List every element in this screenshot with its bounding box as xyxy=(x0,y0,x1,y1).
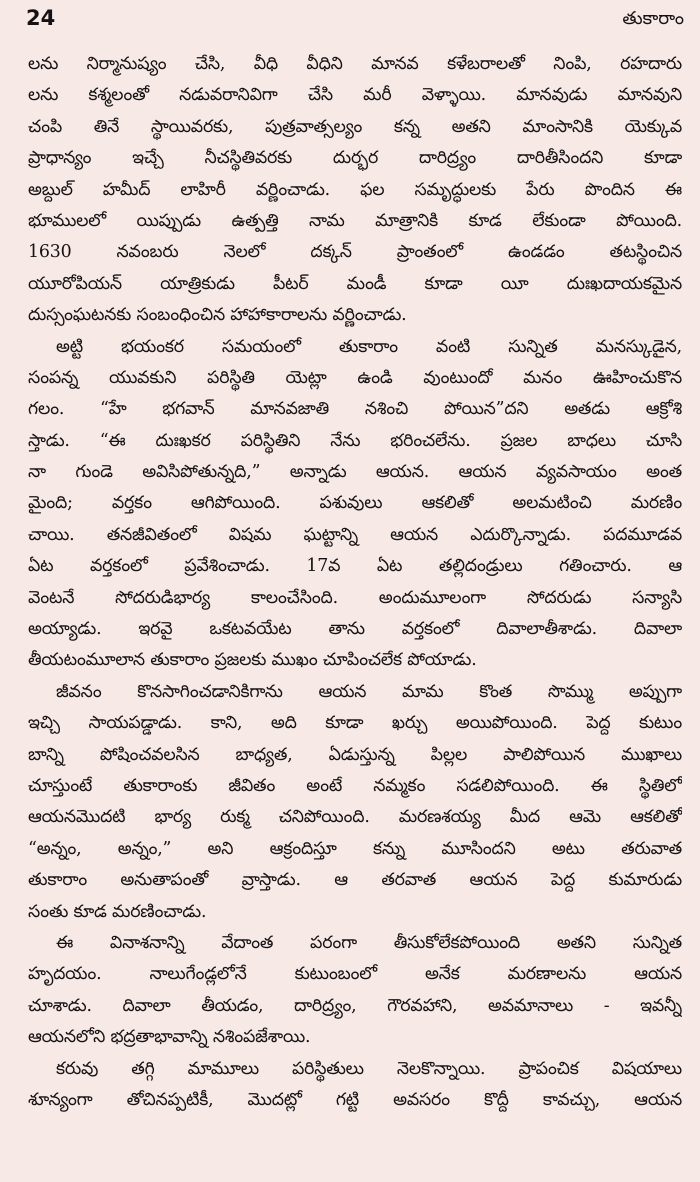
text-line: చూశాడు. దివాలా తీయడం, దారిద్ర్యం, గౌరవహాని, అవమానాలు - ఇవన్నీ xyxy=(28,995,682,1016)
text-line: లను కశ్మలంతో నడువరానివిగా చేసి మరీ వెళ్ళాయి. మానవుడు మానవుని xyxy=(28,85,682,106)
text-line: ప్రాధాన్యం ఇచ్చే నీచస్థితివరకు దుర్భర దారిద్ర్యం దారితీసిందని కూడా xyxy=(28,148,682,169)
text-line: యూరోపియన్ యాత్రికుడు పీటర్ మండీ కూడా యీ దుఃఖదాయకమైన xyxy=(28,273,682,294)
text-line: ఆయనమొదటి భార్య రుక్మ చనిపోయింది. మరణశయ్య మీద ఆమె ఆకలితో xyxy=(28,807,682,828)
text-line: 1630 నవంబరు నెలలో దక్కన్ ప్రాంతంలో ఉండడం తటస్థించిన xyxy=(28,242,682,263)
paragraph xyxy=(28,1054,682,1117)
text-line: భూములలో యిప్పుడు ఉత్పత్తి నామ మాత్రానికి కూడ లేకుండా పోయింది. xyxy=(28,210,682,231)
paragraph xyxy=(28,49,682,332)
text-line: చూస్తుంటే తుకారాంకు జీవితం అంటే నమ్మకం సడలిపోయింది. ఈ స్థితిలో xyxy=(28,775,682,796)
text-line: అట్టి భయంకర సమయంలో తుకారాం వంటి సున్నిత మనస్కుడైన, xyxy=(56,336,682,357)
text-line: దుస్సంఘటనకు సంబంధించిన హాహాకారాలను వర్ణించాడు. xyxy=(28,305,407,326)
text-line: శూన్యంగా తోచినప్పటికీ, మొదట్లో గట్టి అవసరం కొద్దీ కావచ్చు, ఆయన xyxy=(28,1089,682,1110)
text-line: మైంది; వర్తకం ఆగిపోయింది. పశువులు ఆకలితో అలమటించి మరణిం xyxy=(28,493,682,514)
page-header xyxy=(26,0,694,46)
text-line: తీయటంమూలాన తుకారాం ప్రజలకు ముఖం చూపించలేక పోయాడు. xyxy=(28,650,477,671)
page-number: 24 xyxy=(26,6,56,30)
text-line: తుకారాం అనుతాపంతో వ్రాస్తాడు. ఆ తరవాత ఆయన పెద్ద కుమారుడు xyxy=(28,870,682,891)
text-line: అయ్యాడు. ఇరవై ఒకటవయేట తాను వర్తకంలో దివాలాతీశాడు. దివాలా xyxy=(28,619,682,640)
text-line: లను నిర్మానుష్యం చేసి, వీధి వీధిని మానవ కళేబరాలతో నింపి, రహదారు xyxy=(28,54,682,74)
text-line: ఈ వినాశనాన్ని వేదాంత పరంగా తీసుకోలేకపోయింది అతని సున్నిత xyxy=(56,932,682,953)
paragraph xyxy=(28,928,682,1054)
text-line: వెంటనే సోదరుడిభార్య కాలంచేసింది. అందుమూలంగా సోదరుడు సన్యాసి xyxy=(28,587,682,608)
text-line: చంపి తినే స్థాయివరకు, పుత్రవాత్సల్యం కన్న అతని మాంసానికి యెక్కువ xyxy=(28,116,682,137)
text-line: చాయి. తనజీవితంలో విషమ ఘట్టాన్ని ఆయన ఎదుర్కొన్నాడు. పదమూడవ xyxy=(28,524,682,545)
paragraph xyxy=(28,677,682,928)
text-line: స్తాడు. “ఈ దుఃఖకర పరిస్థితిని నేను భరించలేను. ప్రజల బాధలు చూసి xyxy=(28,430,682,451)
text-line: సంతు కూడ మరణించాడు. xyxy=(28,901,207,922)
paragraph xyxy=(28,332,682,677)
text-line: “అన్నం, అన్నం,” అని ఆక్రందిస్తూ కన్ను మూసిందని అటు తరువాత xyxy=(28,838,682,859)
text-line: సంపన్న యువకుని పరిస్థితి యెట్లా ఉండి వుంటుందో మనం ఊహించుకొన xyxy=(28,367,682,388)
text-line: ఆయనలోని భద్రతాభావాన్ని నశింపజేశాయి. xyxy=(28,1027,311,1048)
text-line: బాన్ని పోషించవలసిన బాధ్యత, ఏడుస్తున్న పిల్లల పాలిపోయిన ముఖాలు xyxy=(28,744,682,765)
text-line: జీవనం కొనసాగించడానికిగాను ఆయన మామ కొంత సొమ్ము అప్పుగా xyxy=(56,681,682,702)
text-line: హృదయం. నాలుగేండ్లలోనే కుటుంబంలో అనేక మరణాలను ఆయన xyxy=(28,964,682,985)
text-line: ఏట వర్తకంలో ప్రవేశించాడు. 17వ ఏట తల్లిదండ్రులు గతించారు. ఆ xyxy=(28,556,682,577)
body-text xyxy=(28,49,682,1116)
running-title: తుకారాం xyxy=(622,8,684,29)
text-line: ఇచ్చి సాయపడ్డాడు. కాని, అది కూడా ఖర్చు అయిపోయింది. పెద్ద కుటుం xyxy=(28,713,682,734)
text-line: కరువు తగ్గి మామూలు పరిస్థితులు నెలకొన్నాయి. ప్రాపంచిక విషయాలు xyxy=(56,1058,682,1079)
text-line: గలం. “హే భగవాన్ మానవజాతి నశించి పోయిన”దని అతడు ఆక్రోశి xyxy=(28,399,682,420)
text-line: అబ్దుల్ హమీద్ లాహిరీ వర్ణించాడు. ఫల సమృద్ధులకు పేరు పొందిన ఈ xyxy=(28,179,682,200)
text-line: నా గుండె అవిసిపోతున్నది,” అన్నాడు ఆయన. ఆయన వ్యవసాయం అంత xyxy=(28,462,682,483)
